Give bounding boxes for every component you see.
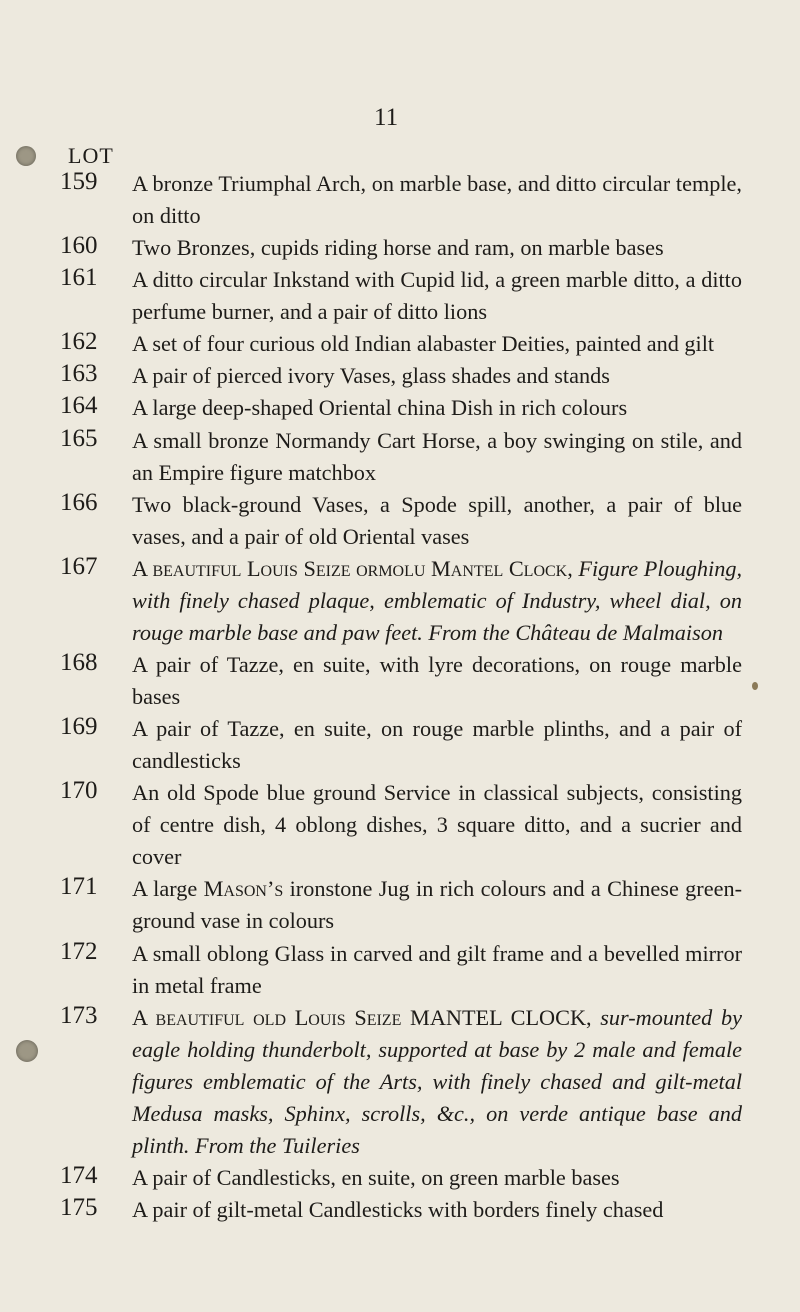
lot-description: [132, 553, 742, 649]
lot-number: 166: [60, 488, 98, 516]
paper-speck: [752, 682, 758, 690]
lot-number: 169: [60, 713, 98, 741]
page-number: 11: [374, 104, 399, 131]
desc-italic: sur-mounted by eagle holding thunderbolt, supported at base by 2 male and female figures emblematic of the Arts, with finely chased and gilt-metal Medusa masks, Sphinx, scrolls, &c., on verde antique base and plinth. From the Tuileries: [132, 1004, 742, 1158]
lot-description: A pair of Candlesticks, en suite, on green marble bases: [132, 1164, 620, 1190]
lot-description: [132, 873, 742, 937]
lot-description: Two black-ground Vases, a Spode spill, another, a pair of blue vases, and a pair of old Oriental vases: [132, 491, 742, 549]
desc-smallcaps: beautiful Louis Seize ormolu Mantel Clock,: [152, 555, 573, 581]
desc-part: A large: [132, 876, 204, 902]
lot-number: 165: [60, 424, 98, 452]
desc-smallcaps: Mason’s: [203, 876, 284, 902]
lot-column-header: LOT: [68, 143, 114, 168]
lot-number: 171: [60, 873, 98, 901]
desc-part: A: [132, 1004, 156, 1030]
lot-number: 167: [60, 552, 98, 580]
lot-description: [132, 1002, 742, 1162]
lot-description: A pair of pierced ivory Vases, glass shades and stands: [132, 363, 610, 389]
lot-number: 170: [60, 777, 98, 805]
lot-description: A small oblong Glass in carved and gilt frame and a bevelled mirror in metal frame: [132, 940, 742, 998]
lot-description: A set of four curious old Indian alabaster Deities, painted and gilt: [132, 331, 715, 357]
lot-number: 160: [60, 232, 98, 260]
desc-part: A: [132, 555, 153, 581]
desc-italic: Figure Ploughing, with finely chased plaque, emblematic of Industry, wheel dial, on rouge marble base and paw feet. From the Château de Malmaison: [132, 555, 743, 645]
lot-description: A pair of Tazze, en suite, on rouge marble plinths, and a pair of candlesticks: [132, 716, 742, 774]
lot-description: An old Spode blue ground Service in classical subjects, consisting of centre dish, 4 oblong dishes, 3 square ditto, and a sucrier and cover: [132, 780, 742, 870]
desc-smallcaps: beautiful old Louis Seize: [155, 1004, 402, 1030]
lot-number: 163: [60, 360, 98, 388]
lot-description: A pair of gilt-metal Candlesticks with borders finely chased: [132, 1197, 664, 1222]
desc-part: MANTEL CLOCK,: [401, 1004, 601, 1030]
lot-number: 173: [60, 1001, 98, 1029]
lot-number: 172: [60, 937, 98, 965]
lot-description: A large deep-shaped Oriental china Dish in rich colours: [132, 395, 628, 421]
lot-number: 161: [60, 264, 98, 292]
lot-number: 175: [60, 1194, 98, 1221]
lot-description: A pair of Tazze, en suite, with lyre decorations, on rouge marble bases: [132, 651, 742, 709]
lot-number: 164: [60, 392, 98, 420]
desc-part: ironstone Jug in rich colours and a Chinese green-ground vase in colours: [132, 876, 743, 934]
lot-description: A ditto circular Inkstand with Cupid lid, a green marble ditto, a ditto perfume burner, and a pair of ditto lions: [132, 267, 742, 325]
binding-hole-bottom: [16, 1040, 38, 1062]
lot-number: 159: [60, 168, 98, 195]
lot-description: A small bronze Normandy Cart Horse, a boy swinging on stile, and an Empire figure matchbox: [132, 427, 742, 485]
binding-hole-top: [16, 146, 36, 166]
lot-number: 174: [60, 1161, 98, 1189]
lot-description: A bronze Triumphal Arch, on marble base, and ditto circular temple, on ditto: [132, 171, 742, 229]
lot-description: Two Bronzes, cupids riding horse and ram, on marble bases: [132, 235, 664, 261]
lot-number: 162: [60, 328, 98, 356]
lot-number: 168: [60, 648, 98, 676]
